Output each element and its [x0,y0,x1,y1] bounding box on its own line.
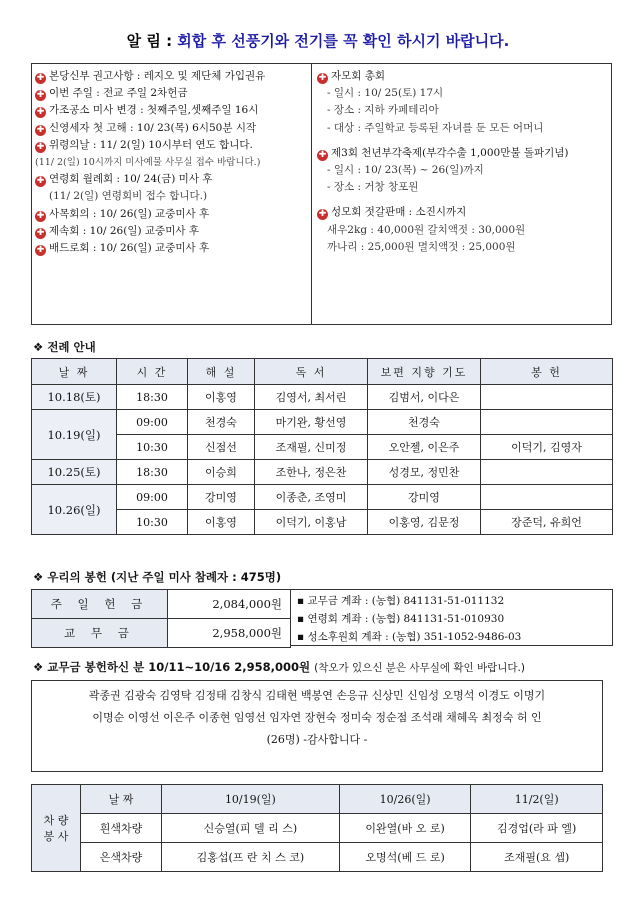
offering-label: 주 일 헌 금 [32,590,168,619]
donors-box [31,680,603,772]
donors-note: (착오가 있으신 분은 사무실에 확인 바랍니다.) [314,662,525,674]
notice-right-item [317,222,609,239]
notice-left-item [35,85,309,102]
vehicle-date: 10/19(일) [162,785,340,814]
liturgy-cell-c3: 김범서, 이다은 [368,385,481,410]
notice-divider [311,64,312,324]
title-main: 회합 후 선풍기와 전기를 꼭 확인 하시기 바랍니다. [172,32,510,50]
notice-right-item [317,145,609,162]
notice-right-text: 까나리 : 25,000원 멸치액젓 : 25,000원 [327,240,516,253]
vehicle-volunteer: 오명석(베 드 로) [339,843,471,872]
red-cross-icon: ✚ [318,73,327,83]
notice-right-item [317,120,609,137]
liturgy-cell-c2: 조한나, 정은찬 [255,460,368,485]
liturgy-cell-c3: 천경숙 [368,410,481,435]
notice-right-item [317,239,609,256]
notice-left-item [35,120,309,137]
red-cross-icon: ✚ [36,210,45,221]
red-cross-icon: ✚ [36,90,45,101]
donors-heading [33,659,525,675]
account-line: ▪ 교무금 계좌 : (농협) 841131-51-011132 [297,595,505,607]
table-row [32,385,613,410]
vehicle-volunteer: 이완열(바 오 로) [339,814,471,843]
vehicle-volunteer: 김홍섭(프 란 치 스 코) [162,843,340,872]
notice-left-text: 신영세자 첫 고해 : 10/ 23(목) 6시50분 시작 [49,121,257,134]
liturgy-cell-time: 09:00 [117,485,188,510]
liturgy-date-cell: 10.18(토) [32,385,117,410]
notice-left-text: (11/ 2(일) 10시까지 미사예물 사무실 접수 바랍니다.) [35,157,261,169]
notice-left-item [35,102,309,119]
notice-left-item [35,206,309,223]
title-lead: 알 림 : [126,32,173,50]
liturgy-cell-time: 10:30 [117,510,188,535]
notice-right-text: 성모회 젓갈판매 : 소진시까지 [331,206,467,219]
liturgy-cell-c1: 이홍영 [188,510,255,535]
notice-box [31,63,612,325]
vehicle-date: 10/26(일) [339,785,471,814]
notice-left-item [35,240,309,257]
liturgy-cell-c2: 김영서, 최서린 [255,385,368,410]
liturgy-cell-c3: 이홍영, 김문정 [368,510,481,535]
section-diamond-icon: ❖ [33,660,44,674]
notice-left-text: 사목회의 : 10/ 26(일) 교중미사 후 [49,207,210,220]
liturgy-cell-c4 [481,485,613,510]
liturgy-cell-time: 18:30 [117,460,188,485]
vehicle-volunteer: 김경업(라 파 엘) [471,814,603,843]
notice-left-text: 위령의날 : 11/ 2(일) 10시부터 연도 합니다. [49,138,253,151]
notice-right-item [317,137,609,145]
notice-left-text: 연령회 월례회 : 10/ 24(금) 미사 후 [49,173,213,186]
notice-left-text: (11/ 2(일) 연령회비 접수 합니다.) [49,190,208,203]
notice-right-item [317,204,609,221]
offering-table [31,589,291,648]
notice-right-item [317,196,609,204]
liturgy-date-cell: 10.25(토) [32,460,117,485]
liturgy-date-cell: 10.19(일) [32,410,117,460]
notice-right-text: 제3회 천년부각축제(부각수출 1,000만불 돌파기념) [331,146,569,159]
notice-right-item [317,85,609,102]
notice-right-text: - 일시 : 10/ 23(목) ~ 26(일)까지 [327,164,484,177]
account-line: ▪ 연령회 계좌 : (농협) 841131-51-010930 [297,613,505,625]
red-cross-icon: ✚ [36,176,45,187]
liturgy-cell-c4 [481,460,613,485]
red-cross-icon: ✚ [36,73,45,83]
table-row [32,843,603,872]
liturgy-heading [33,339,96,355]
liturgy-cell-c4 [481,410,613,435]
offering-row [32,619,291,648]
notice-left-item [35,137,309,154]
liturgy-cell-c2: 이종춘, 조영미 [255,485,368,510]
notice-right-text: - 일시 : 10/ 25(토) 17시 [327,87,444,100]
liturgy-cell-c2: 마기완, 황선영 [255,410,368,435]
liturgy-cell-c1: 강미영 [188,485,255,510]
notice-left-text: 이번 주일 : 전교 주일 2차헌금 [49,87,188,100]
vehicle-table [31,784,603,872]
offering-row [32,590,291,619]
notice-right-text: 자모회 총회 [331,70,386,82]
liturgy-cell-c1: 신점선 [188,435,255,460]
liturgy-cell-c4: 이덕기, 김영자 [481,435,613,460]
notice-left-item [35,68,309,85]
vehicle-label-line: 봉 사 [43,830,69,843]
notice-right-column [317,68,609,256]
donor-line: 곽종권 김광숙 김영탁 김정태 김창식 김태현 백봉연 손응규 신상민 신임성 오명석 이경도 이명기 [88,689,546,702]
liturgy-cell-c1: 이승희 [188,460,255,485]
section-diamond-icon: ❖ [33,340,44,354]
table-row [32,435,613,460]
vehicle-label-line: 차 량 [43,814,69,827]
liturgy-header-cell: 봉 헌 [481,359,613,385]
red-cross-icon: ✚ [318,209,327,220]
notice-left-item [35,171,309,188]
vehicle-volunteer: 신승열(피 델 리 스) [162,814,340,843]
notice-left-item [35,188,309,205]
section-diamond-icon: ❖ [33,570,44,584]
red-cross-icon: ✚ [36,227,45,238]
red-cross-icon: ✚ [36,107,45,118]
notice-left-column [35,68,309,257]
liturgy-header-cell: 시 간 [117,359,188,385]
vehicle-date-label: 날 짜 [81,785,162,814]
offering-amount: 2,958,000원 [168,619,291,648]
vehicle-volunteer: 조재필(요 셉) [471,843,603,872]
vehicle-type: 흰색차량 [81,814,162,843]
liturgy-header-cell: 날 짜 [32,359,117,385]
liturgy-heading-text: 전례 안내 [47,340,96,354]
notice-right-item [317,68,609,85]
vehicle-type: 은색차량 [81,843,162,872]
liturgy-cell-c3: 성경모, 정민찬 [368,460,481,485]
notice-left-text: 배드로회 : 10/ 26(일) 교중미사 후 [49,242,210,255]
vehicle-header-row [32,785,603,814]
liturgy-cell-c1: 이홍영 [188,385,255,410]
offering-heading-text: 우리의 봉헌 [47,570,107,584]
red-cross-icon: ✚ [318,149,327,160]
table-row [32,460,613,485]
notice-left-text: 제속회 : 10/ 26(일) 교중미사 후 [49,224,199,237]
liturgy-cell-c3: 오안젤, 이은주 [368,435,481,460]
notice-right-item [317,102,609,119]
table-row [32,510,613,535]
notice-left-text: 가조공소 미사 변경 : 첫째주일,셋째주일 16시 [49,104,259,117]
liturgy-cell-c2: 조재필, 신미정 [255,435,368,460]
table-row [32,410,613,435]
notice-right-item [317,162,609,179]
liturgy-table [31,358,613,535]
notice-left-item [35,223,309,240]
liturgy-header-cell: 해 설 [188,359,255,385]
liturgy-date-cell: 10.26(일) [32,485,117,535]
red-cross-icon: ✚ [36,141,45,152]
liturgy-header-cell: 독 서 [255,359,368,385]
offering-label: 교 무 금 [32,619,168,648]
notice-left-item [35,154,309,171]
notice-right-text: - 장소 : 거창 창포원 [327,181,419,194]
table-row [32,485,613,510]
liturgy-cell-c4: 장준덕, 유희언 [481,510,613,535]
donors-period: 10/11~10/16 2,958,000원 [148,660,311,674]
notice-right-text: 새우2kg : 40,000원 갈치액젓 : 30,000원 [327,223,526,236]
liturgy-cell-time: 09:00 [117,410,188,435]
red-cross-icon: ✚ [36,245,45,256]
liturgy-cell-c3: 강미영 [368,485,481,510]
vehicle-date: 11/2(일) [471,785,603,814]
notice-right-text: - 대상 : 주일학교 등록된 자녀를 둔 모든 어머니 [327,121,544,134]
account-line: ▪ 성소후원회 계좌 : (농협) 351-1052-9486-03 [297,631,522,643]
donor-line: (26명) -감사합니다 - [266,733,368,746]
red-cross-icon: ✚ [36,124,45,135]
attendance-text: (지난 주일 미사 참례자 : 475명) [110,570,282,584]
notice-right-text: - 장소 : 지하 카페테리아 [327,104,439,117]
liturgy-header-row [32,359,613,385]
liturgy-cell-time: 10:30 [117,435,188,460]
notice-left-text: 본당신부 권고사항 : 레지오 및 제단체 가입권유 [49,70,266,82]
offering-heading [33,569,281,585]
donors-heading-text: 교무금 봉헌하신 분 [47,660,145,674]
table-row [32,814,603,843]
liturgy-cell-c2: 이덕기, 이홍남 [255,510,368,535]
offering-amount: 2,084,000원 [168,590,291,619]
donor-line: 이명순 이영선 이은주 이종현 임영선 임자연 장현숙 정미숙 정순점 조석래 채혜옥 최정숙 허 인 [92,711,542,724]
liturgy-header-cell: 보편 지향 기도 [368,359,481,385]
liturgy-cell-time: 18:30 [117,385,188,410]
liturgy-cell-c4 [481,385,613,410]
liturgy-cell-c1: 천경숙 [188,410,255,435]
vehicle-service-label [32,785,81,872]
accounts-box [291,589,613,646]
notice-title [0,30,636,51]
notice-right-item [317,179,609,196]
